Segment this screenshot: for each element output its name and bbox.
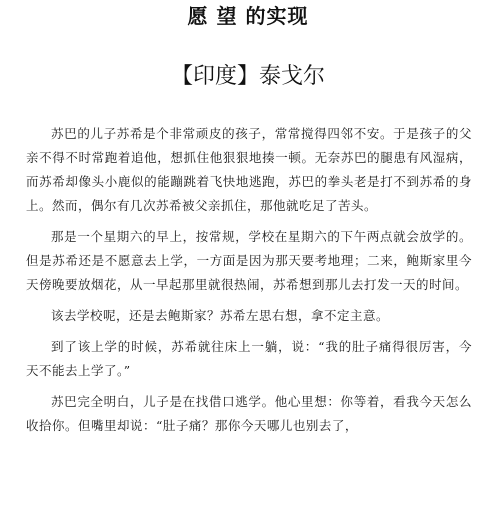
paragraph: 那是一个星期六的早上，按常规，学校在星期六的下午两点就会放学的。但是苏希还是不愿意去上学，一方面是因为那天要考地理；二来，鲍斯家里今天傍晚要放烟花，从一早起那里就很热闹，苏希想到那儿去打发一天的时间。 [26, 229, 472, 292]
paragraph: 苏巴完全明白，儿子是在找借口逃学。他心里想：你等着，看我今天怎么收拾你。但嘴里却说：“肚子痛？那你今天哪儿也别去了， [26, 394, 472, 433]
story-author: 【印度】泰戈尔 [170, 64, 325, 89]
paragraph: 到了该上学的时候，苏希就往床上一躺，说：“我的肚子痛得很厉害，今天不能去上学了。” [26, 339, 472, 378]
story-title: 愿 望 的实现 [187, 4, 309, 28]
paragraph: 苏巴的儿子苏希是个非常顽皮的孩子，常常搅得四邻不安。于是孩子的父亲不得不时常跑着追他，想抓住他狠狠地揍一顿。无奈苏巴的腿患有风湿病，而苏希却像头小鹿似的能蹦跳着飞快地逃跑，苏巴的拳头老是打不到苏希的身上。然而，偶尔有几次苏希被父亲抓住，那他就吃足了苦头。 [26, 126, 472, 213]
story-body [26, 122, 472, 445]
paragraph: 该去学校呢，还是去鲍斯家？苏希左思右想，拿不定主意。 [51, 308, 390, 323]
